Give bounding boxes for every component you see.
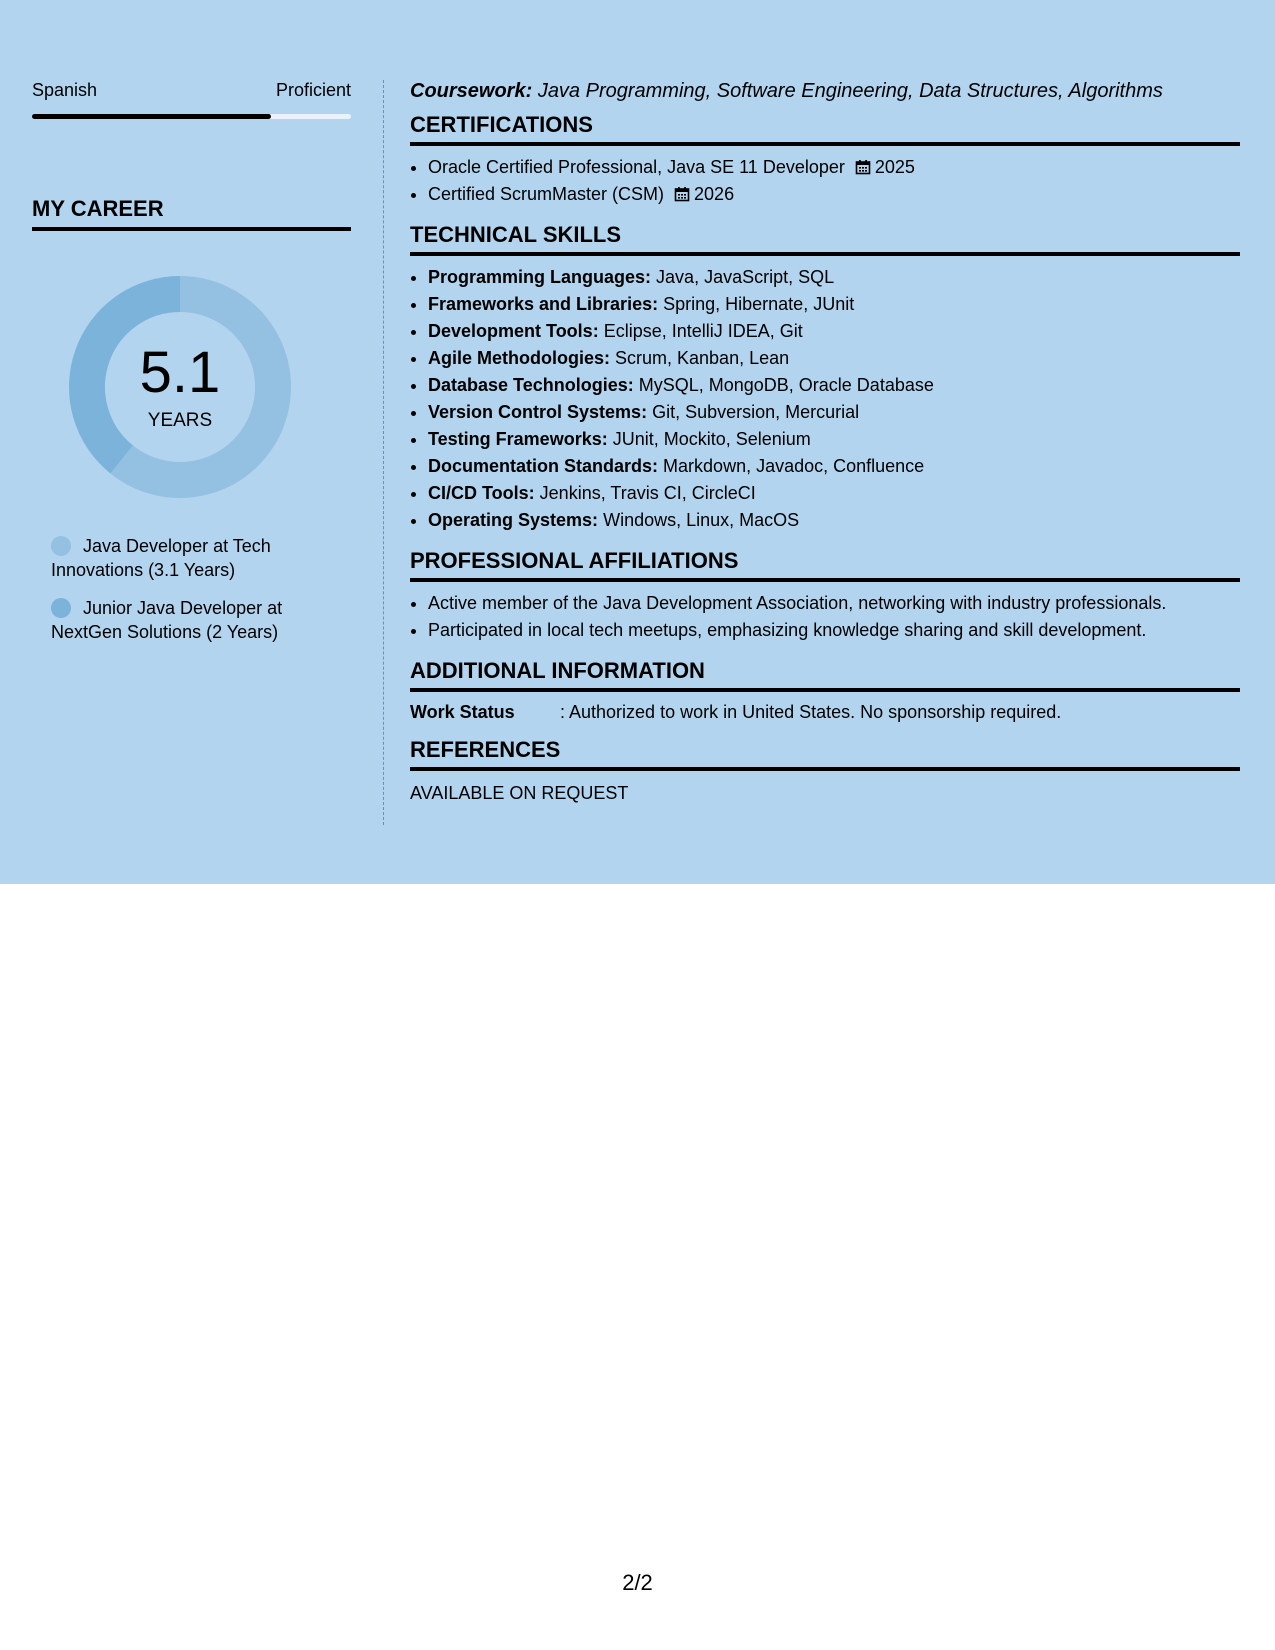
skill-item — [428, 507, 1240, 534]
certification-name: Oracle Certified Professional, Java SE 11 Developer — [428, 157, 845, 177]
skill-item — [428, 264, 1240, 291]
additional-info-title: ADDITIONAL INFORMATION — [410, 658, 1240, 692]
certification-year: 2025 — [874, 157, 915, 177]
skill-item — [428, 453, 1240, 480]
skill-item — [428, 372, 1240, 399]
certifications-title: CERTIFICATIONS — [410, 112, 1240, 146]
skill-item — [428, 345, 1240, 372]
career-total-unit: YEARS — [147, 410, 213, 431]
legend-dot-icon — [51, 536, 71, 556]
career-legend-label: Junior Java Developer at NextGen Solutions (2 Years) — [51, 598, 283, 642]
career-donut-chart — [67, 274, 293, 500]
work-status-value: : Authorized to work in United States. No sponsorship required. — [560, 702, 1062, 722]
career-legend — [51, 534, 311, 658]
skill-label: Frameworks and Libraries: — [428, 294, 659, 314]
language-name: Spanish — [32, 80, 98, 100]
skill-value: Scrum, Kanban, Lean — [615, 348, 790, 368]
left-column — [32, 80, 351, 642]
language-proficiency-fill — [32, 114, 271, 119]
skill-label: Agile Methodologies: — [428, 348, 610, 368]
language-level: Proficient — [275, 80, 351, 100]
career-title: MY CAREER — [32, 196, 351, 231]
skill-label: CI/CD Tools: — [428, 483, 535, 503]
skill-value: JUnit, Mockito, Selenium — [612, 429, 811, 449]
language-proficiency-bar — [32, 114, 351, 119]
certifications-list — [410, 154, 1240, 208]
certification-item — [428, 181, 1240, 208]
skill-label: Documentation Standards: — [428, 456, 659, 476]
coursework-label: Coursework: — [410, 80, 533, 102]
references-title: REFERENCES — [410, 737, 1240, 771]
skill-label: Version Control Systems: — [428, 402, 648, 422]
career-legend-item — [51, 534, 311, 582]
work-status-label: Work Status — [410, 702, 515, 722]
certification-year: 2026 — [694, 184, 735, 204]
certification-item — [428, 154, 1240, 181]
work-status-row — [410, 702, 1240, 723]
affiliation-item: • Participated in local tech meetups, emphasizing knowledge sharing and skill development. — [428, 617, 1240, 644]
certification-name: Certified ScrumMaster (CSM) — [428, 184, 665, 204]
calendar-icon — [855, 159, 871, 175]
page-number: 2/2 — [622, 1570, 653, 1595]
right-column — [410, 80, 1240, 804]
skill-item — [428, 318, 1240, 345]
technical-skills-list — [410, 264, 1240, 534]
skill-value: Jenkins, Travis CI, CircleCI — [539, 483, 756, 503]
skill-item — [428, 399, 1240, 426]
language-row — [32, 80, 351, 106]
career-legend-item — [51, 596, 311, 644]
affiliation-item: • Active member of the Java Development Association, networking with industry professionals. — [428, 590, 1240, 617]
skill-label: Operating Systems: — [428, 510, 599, 530]
career-legend-label: Java Developer at Tech Innovations (3.1 Years) — [51, 536, 271, 580]
references-text: AVAILABLE ON REQUEST — [410, 783, 629, 803]
calendar-icon — [674, 186, 690, 202]
skill-value: MySQL, MongoDB, Oracle Database — [638, 375, 934, 395]
skill-value: Git, Subversion, Mercurial — [652, 402, 860, 422]
skill-item — [428, 291, 1240, 318]
skill-value: Java, JavaScript, SQL — [656, 267, 835, 287]
skill-value: Eclipse, IntelliJ IDEA, Git — [603, 321, 803, 341]
affiliations-title: PROFESSIONAL AFFILIATIONS — [410, 548, 1240, 582]
coursework-text: Java Programming, Software Engineering, Data Structures, Algorithms — [537, 80, 1163, 102]
skill-item — [428, 426, 1240, 453]
skill-value: Spring, Hibernate, JUnit — [663, 294, 855, 314]
column-divider — [383, 80, 384, 825]
skill-label: Programming Languages: — [428, 267, 652, 287]
skill-value: Windows, Linux, MacOS — [603, 510, 800, 530]
skill-label: Database Technologies: — [428, 375, 634, 395]
skill-label: Testing Frameworks: — [428, 429, 608, 449]
career-total-years: 5.1 — [139, 340, 221, 405]
legend-dot-icon — [51, 598, 71, 618]
coursework-line — [410, 80, 1240, 112]
skill-item — [428, 480, 1240, 507]
technical-skills-title: TECHNICAL SKILLS — [410, 222, 1240, 256]
affiliations-list — [410, 590, 1240, 644]
skill-value: Markdown, Javadoc, Confluence — [663, 456, 925, 476]
skill-label: Development Tools: — [428, 321, 599, 341]
